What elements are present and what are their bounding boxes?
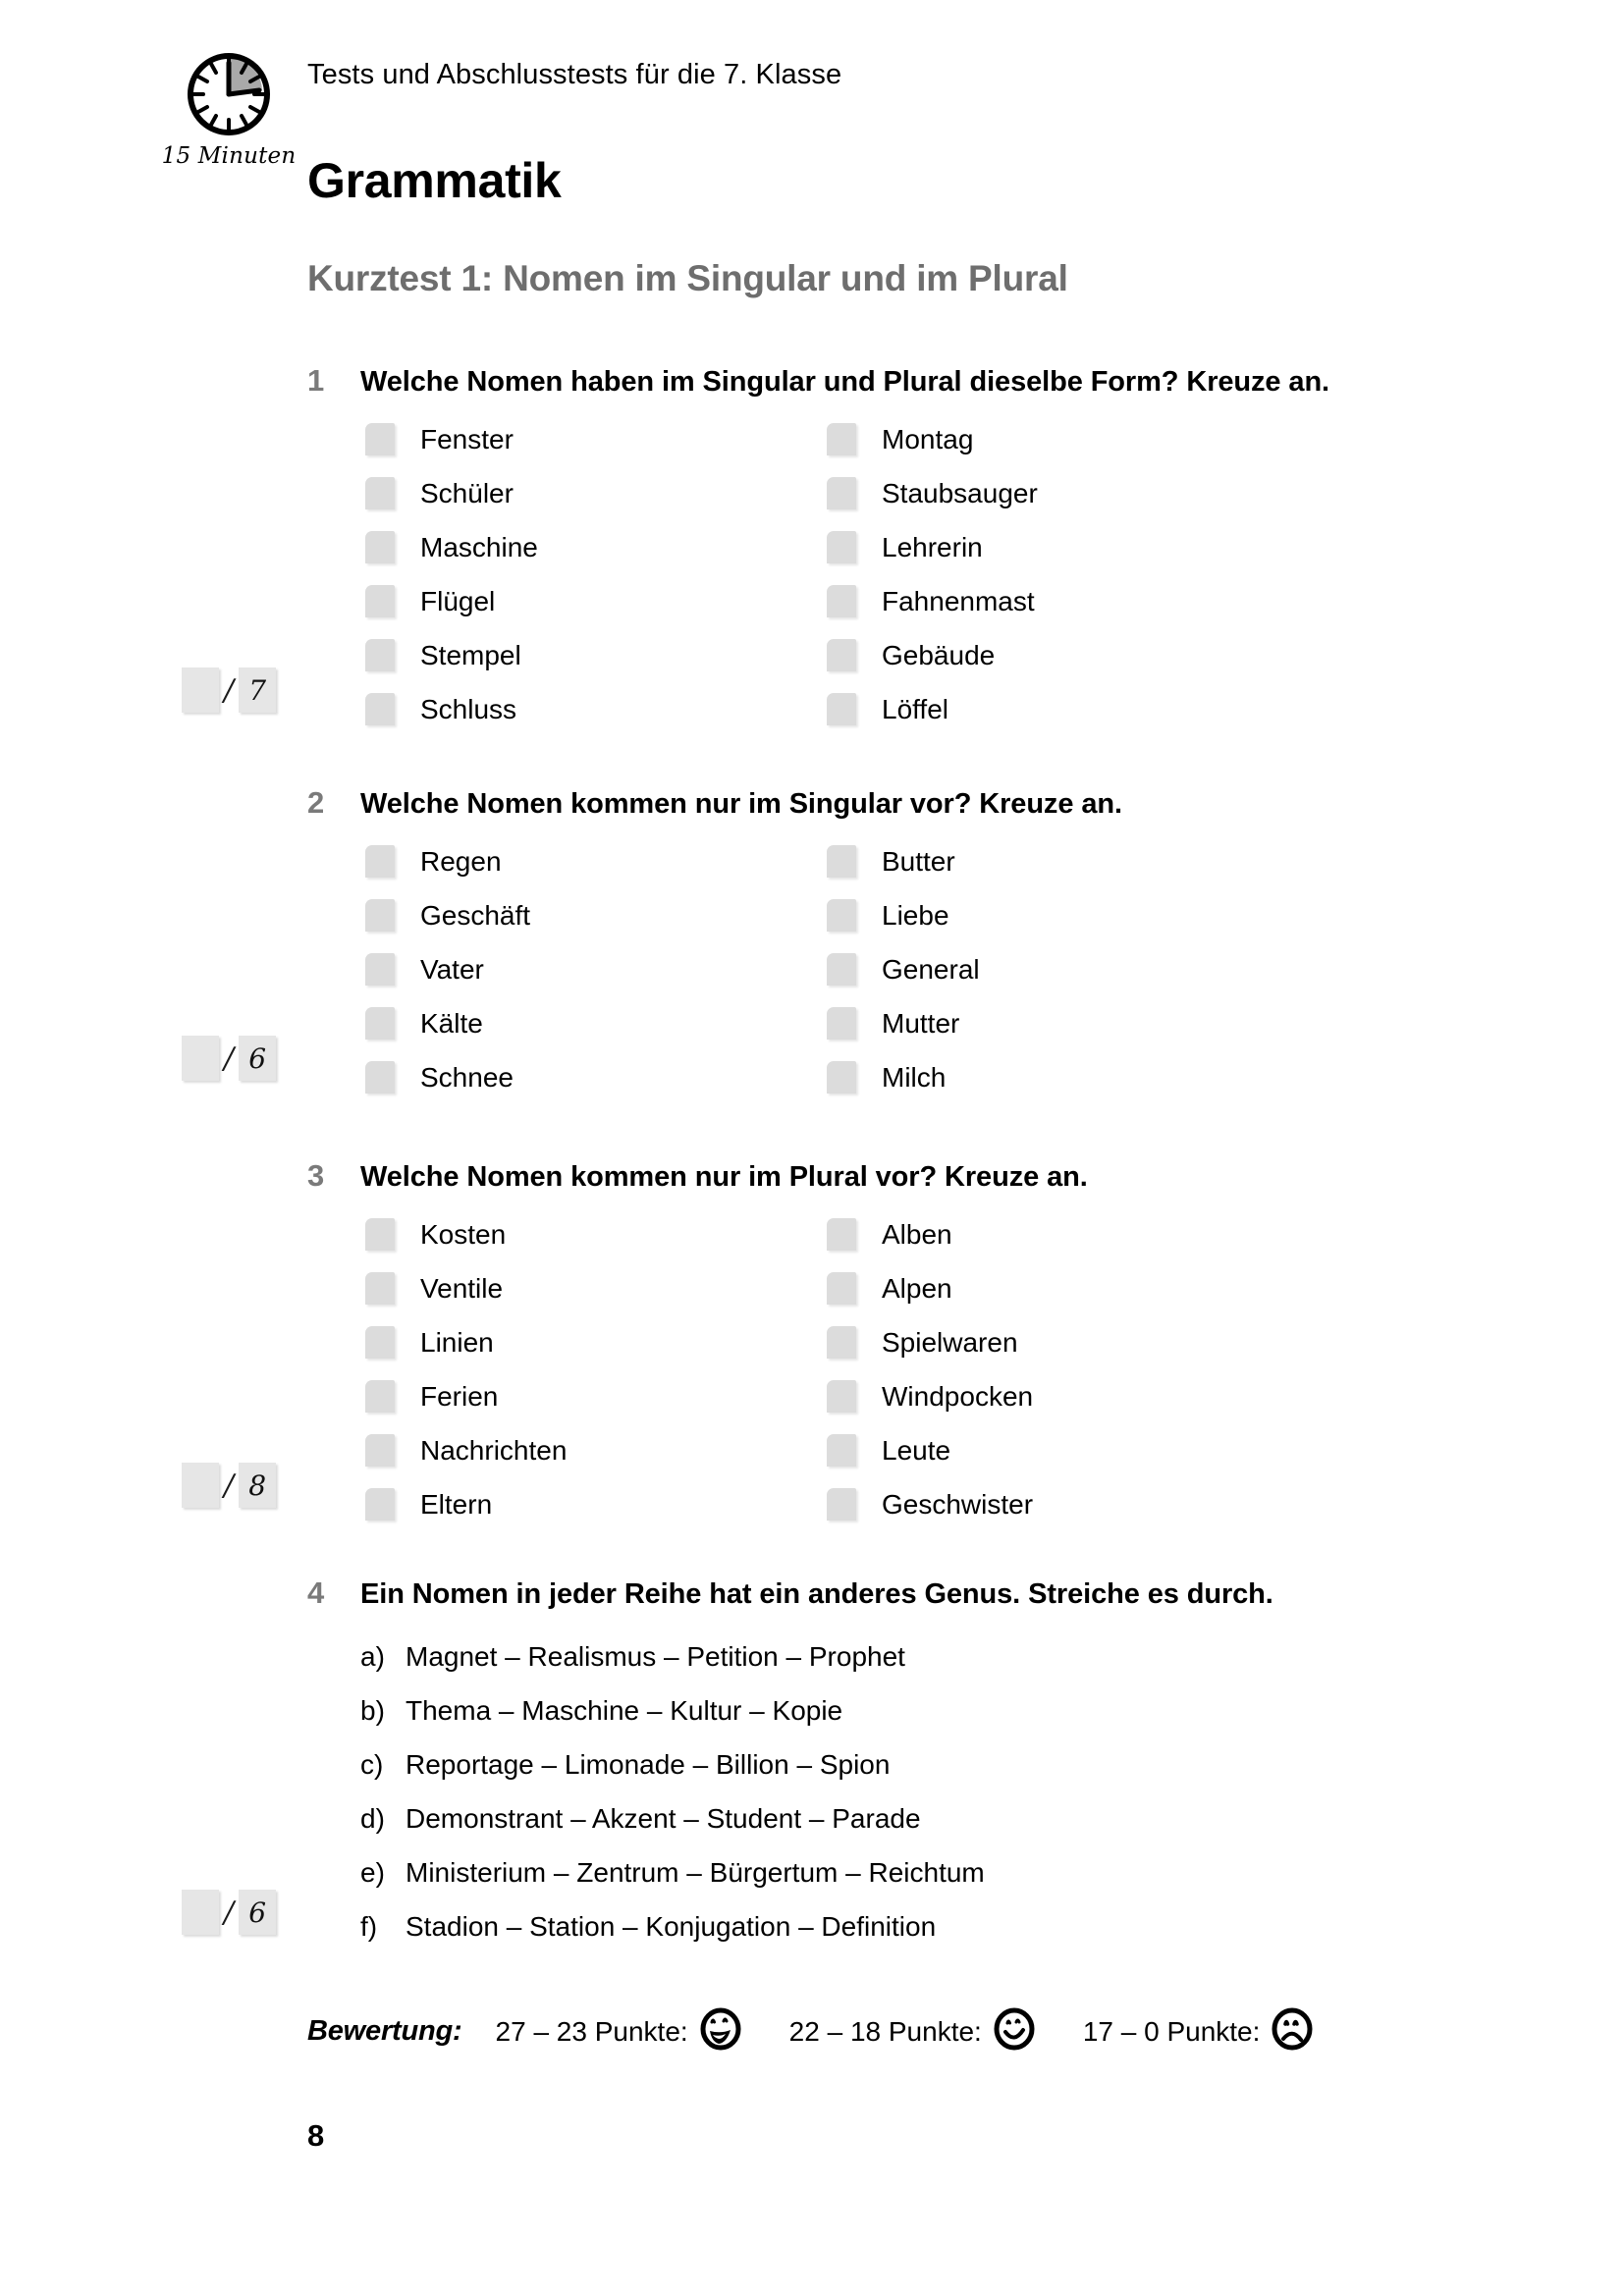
option-column-right (827, 834, 1288, 1104)
option-item[interactable] (827, 1261, 1288, 1315)
row-letter: f) (360, 1910, 378, 1942)
checkbox-icon[interactable] (827, 899, 856, 932)
option-item[interactable] (365, 466, 827, 520)
sentence-row[interactable] (360, 1683, 985, 1737)
option-item[interactable] (827, 1207, 1288, 1261)
exercise-number: 2 (307, 785, 325, 820)
sentence-row-list (360, 1629, 985, 1953)
sentence-row[interactable] (360, 1791, 985, 1845)
time-badge (155, 47, 302, 169)
row-text: Stadion – Station – Konjugation – Definition (406, 1910, 937, 1942)
score-max-value: 6 (239, 1036, 276, 1081)
checkbox-icon[interactable] (827, 1380, 856, 1413)
grade-band-mid (789, 2005, 1036, 2057)
score-slash: / (224, 1041, 235, 1076)
checkbox-icon[interactable] (365, 1061, 395, 1094)
option-item[interactable] (365, 996, 827, 1050)
checkbox-icon[interactable] (365, 1272, 395, 1305)
option-item[interactable] (365, 1207, 827, 1261)
option-label: Linien (420, 1326, 494, 1358)
option-item[interactable] (827, 466, 1288, 520)
score-slash: / (224, 672, 235, 708)
sentence-row[interactable] (360, 1737, 985, 1791)
checkbox-icon[interactable] (365, 585, 395, 617)
option-item[interactable] (827, 888, 1288, 942)
option-item[interactable] (365, 942, 827, 996)
option-item[interactable] (827, 996, 1288, 1050)
row-text: Thema – Maschine – Kultur – Kopie (406, 1694, 843, 1726)
score-box[interactable] (182, 1036, 276, 1081)
checkbox-icon[interactable] (365, 693, 395, 725)
exercise-prompt: Ein Nomen in jeder Reihe hat ein anderes Genus. Streiche es durch. (360, 1578, 1273, 1610)
score-input-box[interactable] (182, 1463, 219, 1508)
option-label: Fenster (420, 423, 514, 454)
score-input-box[interactable] (182, 667, 219, 713)
option-item[interactable] (365, 1050, 827, 1104)
exercise-number: 1 (307, 363, 325, 398)
exercise-number: 4 (307, 1575, 325, 1610)
grade-band-low (1083, 2005, 1315, 2057)
row-text: Magnet – Realismus – Petition – Prophet (406, 1640, 905, 1672)
row-text: Reportage – Limonade – Billion – Spion (406, 1748, 891, 1780)
checkbox-icon[interactable] (827, 845, 856, 878)
score-box[interactable] (182, 1890, 276, 1935)
option-label: Alpen (882, 1272, 952, 1304)
option-item[interactable] (827, 412, 1288, 466)
checkbox-icon[interactable] (365, 639, 395, 671)
option-label: Stempel (420, 639, 521, 670)
grade-band-high (496, 2005, 742, 2057)
row-letter: b) (360, 1694, 385, 1726)
checkbox-icon[interactable] (827, 1326, 856, 1359)
option-item[interactable] (827, 1315, 1288, 1369)
option-label: Liebe (882, 899, 949, 931)
bewertung-bar (307, 2005, 1314, 2057)
checkbox-icon[interactable] (365, 1434, 395, 1467)
score-input-box[interactable] (182, 1890, 219, 1935)
option-label: General (882, 953, 980, 985)
exercise-number: 3 (307, 1158, 325, 1193)
row-text: Demonstrant – Akzent – Student – Parade (406, 1802, 921, 1834)
option-label: Maschine (420, 531, 538, 562)
checkbox-icon[interactable] (827, 639, 856, 671)
grade-band-text: 22 – 18 Punkte: (788, 2015, 982, 2047)
option-item[interactable] (365, 834, 827, 888)
option-label: Windpocken (882, 1380, 1034, 1412)
option-label: Mutter (882, 1007, 960, 1039)
grin-face-icon (699, 2005, 742, 2057)
option-item[interactable] (827, 1369, 1288, 1423)
row-letter: d) (360, 1802, 385, 1834)
option-item[interactable] (827, 682, 1288, 736)
option-item[interactable] (827, 1477, 1288, 1531)
option-label: Schluss (420, 693, 517, 724)
option-label: Geschäft (420, 899, 531, 931)
option-label: Ferien (420, 1380, 499, 1412)
checkbox-icon[interactable] (365, 845, 395, 878)
option-label: Fahnenmast (882, 585, 1035, 616)
score-max-value: 6 (239, 1890, 276, 1935)
exercise-prompt: Welche Nomen kommen nur im Singular vor? Kreuze an. (360, 788, 1122, 820)
option-label: Gebäude (882, 639, 996, 670)
score-max-value: 7 (239, 667, 276, 713)
checkbox-icon[interactable] (827, 1272, 856, 1305)
option-label: Spielwaren (882, 1326, 1018, 1358)
option-item[interactable] (365, 1369, 827, 1423)
checkbox-icon[interactable] (827, 1218, 856, 1251)
option-label: Lehrerin (882, 531, 983, 562)
checkbox-icon[interactable] (827, 531, 856, 563)
option-label: Montag (882, 423, 974, 454)
checkbox-icon[interactable] (365, 1380, 395, 1413)
score-slash: / (224, 1468, 235, 1503)
option-label: Löffel (882, 693, 948, 724)
checkbox-icon[interactable] (827, 1488, 856, 1521)
option-column-right (827, 412, 1288, 736)
sentence-row[interactable] (360, 1629, 985, 1683)
option-item[interactable] (827, 574, 1288, 628)
option-label: Schnee (420, 1061, 514, 1093)
option-item[interactable] (365, 682, 827, 736)
option-item[interactable] (365, 628, 827, 682)
score-max-value: 8 (239, 1463, 276, 1508)
option-item[interactable] (827, 1423, 1288, 1477)
checkbox-icon[interactable] (827, 477, 856, 509)
score-box[interactable] (182, 667, 276, 713)
checkbox-icon[interactable] (827, 953, 856, 986)
option-item[interactable] (365, 1261, 827, 1315)
grade-band-text: 27 – 23 Punkte: (495, 2015, 688, 2047)
option-label: Milch (882, 1061, 947, 1093)
option-label: Schüler (420, 477, 514, 508)
option-item[interactable] (827, 942, 1288, 996)
row-text: Ministerium – Zentrum – Bürgertum – Reichtum (406, 1856, 985, 1888)
option-label: Kälte (420, 1007, 483, 1039)
checkbox-icon[interactable] (827, 693, 856, 725)
checkbox-icon[interactable] (365, 1007, 395, 1040)
grade-band-text: 17 – 0 Punkte: (1082, 2015, 1261, 2047)
checkbox-icon[interactable] (365, 953, 395, 986)
checkbox-icon[interactable] (365, 423, 395, 455)
option-item[interactable] (827, 1050, 1288, 1104)
option-label: Vater (420, 953, 484, 985)
option-column-left (365, 834, 827, 1104)
row-letter: a) (360, 1640, 385, 1672)
section-subtitle: Kurztest 1: Nomen im Singular und im Plural (307, 258, 1068, 298)
option-item[interactable] (827, 834, 1288, 888)
option-label: Eltern (420, 1488, 493, 1520)
option-item[interactable] (365, 888, 827, 942)
checkbox-icon[interactable] (827, 1007, 856, 1040)
row-letter: c) (360, 1748, 384, 1780)
time-label: 15 Minuten (161, 143, 297, 169)
page-title: Grammatik (307, 153, 562, 208)
option-label: Ventile (420, 1272, 504, 1304)
checkbox-icon[interactable] (365, 1326, 395, 1359)
checkbox-icon[interactable] (827, 423, 856, 455)
sad-face-icon (1271, 2005, 1314, 2057)
option-item[interactable] (365, 1477, 827, 1531)
option-label: Flügel (420, 585, 496, 616)
page-number: 8 (307, 2118, 325, 2153)
score-box[interactable] (182, 1463, 276, 1508)
option-label: Geschwister (882, 1488, 1034, 1520)
exercise-prompt: Welche Nomen haben im Singular und Plural dieselbe Form? Kreuze an. (360, 366, 1330, 398)
checkbox-icon[interactable] (827, 585, 856, 617)
checkbox-icon[interactable] (365, 531, 395, 563)
checkbox-icon[interactable] (365, 1218, 395, 1251)
running-title: Tests und Abschlusstests für die 7. Klasse (307, 59, 842, 90)
score-input-box[interactable] (182, 1036, 219, 1081)
option-item[interactable] (827, 520, 1288, 574)
row-letter: e) (360, 1856, 385, 1888)
sentence-row[interactable] (360, 1845, 985, 1899)
option-column-left (365, 1207, 827, 1531)
option-label: Staubsauger (882, 477, 1038, 508)
checkbox-icon[interactable] (365, 1488, 395, 1521)
option-label: Alben (882, 1218, 952, 1250)
option-label: Regen (420, 845, 502, 877)
option-column-right (827, 1207, 1288, 1531)
exercise-prompt: Welche Nomen kommen nur im Plural vor? Kreuze an. (360, 1161, 1088, 1193)
option-label: Kosten (420, 1218, 507, 1250)
option-label: Nachrichten (420, 1434, 568, 1466)
checkbox-icon[interactable] (365, 477, 395, 509)
smile-face-icon (993, 2005, 1036, 2057)
option-item[interactable] (365, 574, 827, 628)
option-item[interactable] (365, 412, 827, 466)
option-item[interactable] (365, 1423, 827, 1477)
checkbox-icon[interactable] (827, 1061, 856, 1094)
bewertung-label: Bewertung: (307, 2015, 462, 2047)
option-label: Butter (882, 845, 955, 877)
option-label: Leute (882, 1434, 951, 1466)
option-item[interactable] (827, 628, 1288, 682)
checkbox-icon[interactable] (365, 899, 395, 932)
sentence-row[interactable] (360, 1899, 985, 1953)
option-item[interactable] (365, 520, 827, 574)
checkbox-icon[interactable] (827, 1434, 856, 1467)
score-slash: / (224, 1895, 235, 1930)
option-item[interactable] (365, 1315, 827, 1369)
option-column-left (365, 412, 827, 736)
clock-icon (155, 47, 302, 141)
